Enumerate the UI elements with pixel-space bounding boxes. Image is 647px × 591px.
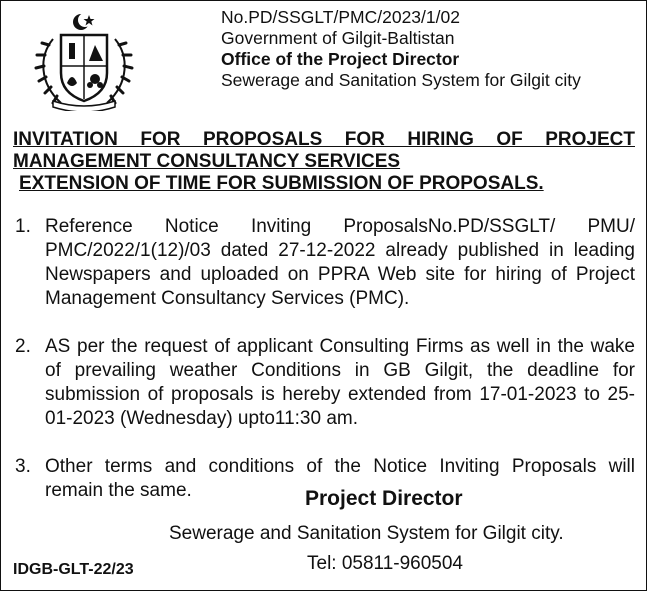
project-name: Sewerage and Sanitation System for Gilgit city [221,70,581,90]
reference-number: No.PD/SSGLT/PMC/2023/1/02 [221,7,460,27]
paragraph-text: Reference Notice Inviting ProposalsNo.PD/SSGLT/ PMU/ PMC/2022/1(12)/03 dated 27-12-2022 already published in leading Newspapers and uploaded on PPRA Web site for hiring of Project Management Consultancy Services (PMC). [45,216,635,309]
title-line-3: EXTENSION OF TIME FOR SUBMISSION OF PROPOSALS. [19,173,544,194]
telephone: Tel: 05811-960504 [307,553,463,574]
signatory-designation: Project Director [305,487,463,510]
paragraph-number: 1. [15,216,31,237]
paragraph-number: 2. [15,336,31,357]
ad-reference: IDGB-GLT-22/23 [13,561,134,578]
paragraph-text: AS per the request of applicant Consulting Firms as well in the wake of prevailing weather Conditions in GB Gilgit, the deadline for submission of proposals is hereby extended from 17-01-2023 to 25-01-2023 (Wednesday) upto11:30 am. [45,336,635,429]
notice-title [13,129,635,195]
government-emblem-icon [31,11,137,111]
title-line-1: INVITATION FOR PROPOSALS FOR HIRING OF PROJECT [13,129,635,150]
paragraph-number: 3. [15,456,31,477]
government-name: Government of Gilgit-Baltistan [221,28,455,48]
office-name: Office of the Project Director [221,49,460,69]
paragraph-text: Other terms and conditions of the Notice Inviting Proposals will remain the same. [45,456,635,501]
signatory-office: Sewerage and Sanitation System for Gilgit city. [169,523,564,544]
letterhead [221,7,641,91]
paragraph-1 [15,215,635,311]
title-line-2: MANAGEMENT CONSULTANCY SERVICES [13,151,401,172]
paragraph-2 [15,335,635,431]
